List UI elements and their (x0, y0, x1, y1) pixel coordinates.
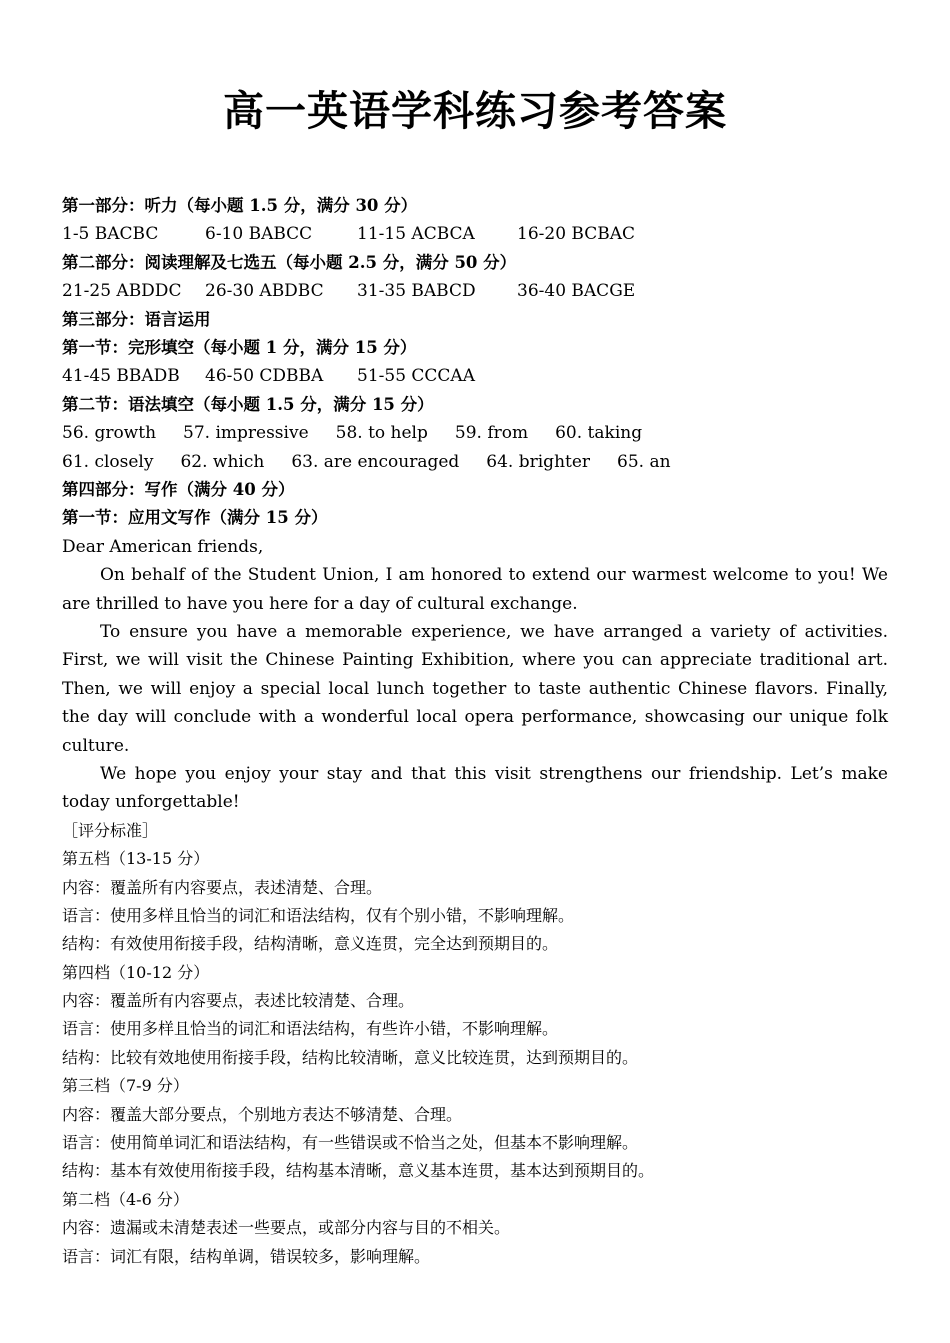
letter-salutation: Dear American friends, (62, 536, 264, 557)
answer-content (62, 192, 888, 1271)
answer-group: 16-20 BCBAC (517, 224, 636, 245)
grade-criterion: 内容：覆盖大部分要点，个别地方表达不够清楚、合理。 (62, 1104, 463, 1124)
grammar-answers-row-2 (62, 448, 888, 476)
letter-paragraph: To ensure you have a memorable experience, we have arranged a variety of activities. First, we will visit the Chinese Painting Exhibition, where you can appreciate traditional art. Then, we will enjoy a special local lunch together to taste authentic Chinese flavors. Finally, the day will conclude with a wonderful local opera performance, showcasing our unique folk culture. (62, 621, 888, 756)
grammar-answer: 62. which (180, 451, 265, 472)
letter-paragraph: On behalf of the Student Union, I am honored to extend our warmest welcome to you! We are thrilled to have you here for a day of cultural exchange. (62, 565, 888, 614)
part2-answers (62, 277, 888, 305)
grammar-answer: 61. closely (62, 451, 154, 472)
grammar-answers-row-1 (62, 419, 888, 447)
grade-criterion: 内容：覆盖所有内容要点，表述比较清楚、合理。 (62, 991, 415, 1011)
grade-label: 第五档（13-15 分） (62, 849, 210, 869)
grammar-answer: 57. impressive (183, 423, 309, 444)
part4-heading: 第四部分：写作（满分 40 分） (62, 479, 295, 499)
letter-paragraph: We hope you enjoy your stay and that this visit strengthens our friendship. Let’s make today unforgettable! (62, 763, 888, 813)
answer-group: 46-50 CDBBA (205, 366, 324, 387)
grammar-answer: 59. from (454, 423, 529, 444)
page-title: 高一英语学科练习参考答案 (223, 87, 727, 135)
answer-group: 6-10 BABCC (205, 224, 313, 245)
part3-section2-heading: 第二节：语法填空（每小题 1.5 分，满分 15 分） (62, 394, 434, 414)
rubric-heading: ［评分标准］ (62, 820, 159, 840)
part3-section1-heading: 第一节：完形填空（每小题 1 分，满分 15 分） (62, 337, 417, 357)
answer-group: 41-45 BBADB (62, 366, 180, 387)
answer-group: 31-35 BABCD (357, 281, 476, 302)
answer-group: 1-5 BACBC (62, 224, 159, 245)
grade-criterion: 结构：有效使用衔接手段，结构清晰，意义连贯，完全达到预期目的。 (62, 934, 559, 954)
grammar-answer: 64. brighter (486, 451, 591, 472)
grade-criterion: 语言：使用多样且恰当的词汇和语法结构，有些许小错，不影响理解。 (62, 1019, 559, 1039)
part4-section1-heading: 第一节：应用文写作（满分 15 分） (62, 508, 328, 528)
grade-criterion: 结构：比较有效地使用衔接手段，结构比较清晰，意义比较连贯，达到预期目的。 (62, 1047, 639, 1067)
grammar-answer: 63. are encouraged (291, 451, 460, 472)
grade-criterion: 内容：遗漏或未清楚表述一些要点，或部分内容与目的不相关。 (62, 1218, 511, 1238)
grade-label: 第四档（10-12 分） (62, 962, 210, 982)
grade-criterion: 语言：使用简单词汇和语法结构，有一些错误或不恰当之处，但基本不影响理解。 (62, 1133, 639, 1153)
grade-criterion: 语言：词汇有限，结构单调，错误较多，影响理解。 (62, 1246, 431, 1266)
part1-heading: 第一部分：听力（每小题 1.5 分，满分 30 分） (62, 196, 418, 215)
part3-section1-answers (62, 362, 888, 390)
grade-criterion: 语言：使用多样且恰当的词汇和语法结构，仅有个别小错，不影响理解。 (62, 905, 575, 925)
grammar-answer: 56. growth (62, 423, 157, 444)
grade-criterion: 结构：基本有效使用衔接手段，结构基本清晰，意义基本连贯，基本达到预期目的。 (62, 1161, 655, 1181)
answer-group: 51-55 CCCAA (357, 366, 475, 387)
part1-answers (62, 220, 888, 248)
grade-criterion: 内容：覆盖所有内容要点，表述清楚、合理。 (62, 877, 383, 897)
grammar-answer: 60. taking (555, 423, 643, 444)
answer-group: 11-15 ACBCA (357, 224, 475, 245)
grade-label: 第二档（4-6 分） (62, 1189, 189, 1209)
answer-group: 26-30 ABDBC (205, 281, 324, 302)
part3-heading: 第三部分：语言运用 (62, 309, 211, 329)
answer-group: 21-25 ABDDC (62, 281, 182, 302)
grammar-answer: 65. an (617, 451, 671, 472)
grade-label: 第三档（7-9 分） (62, 1076, 189, 1096)
part2-heading: 第二部分：阅读理解及七选五（每小题 2.5 分，满分 50 分） (62, 252, 517, 272)
answer-group: 36-40 BACGE (517, 281, 636, 302)
grammar-answer: 58. to help (335, 423, 428, 444)
